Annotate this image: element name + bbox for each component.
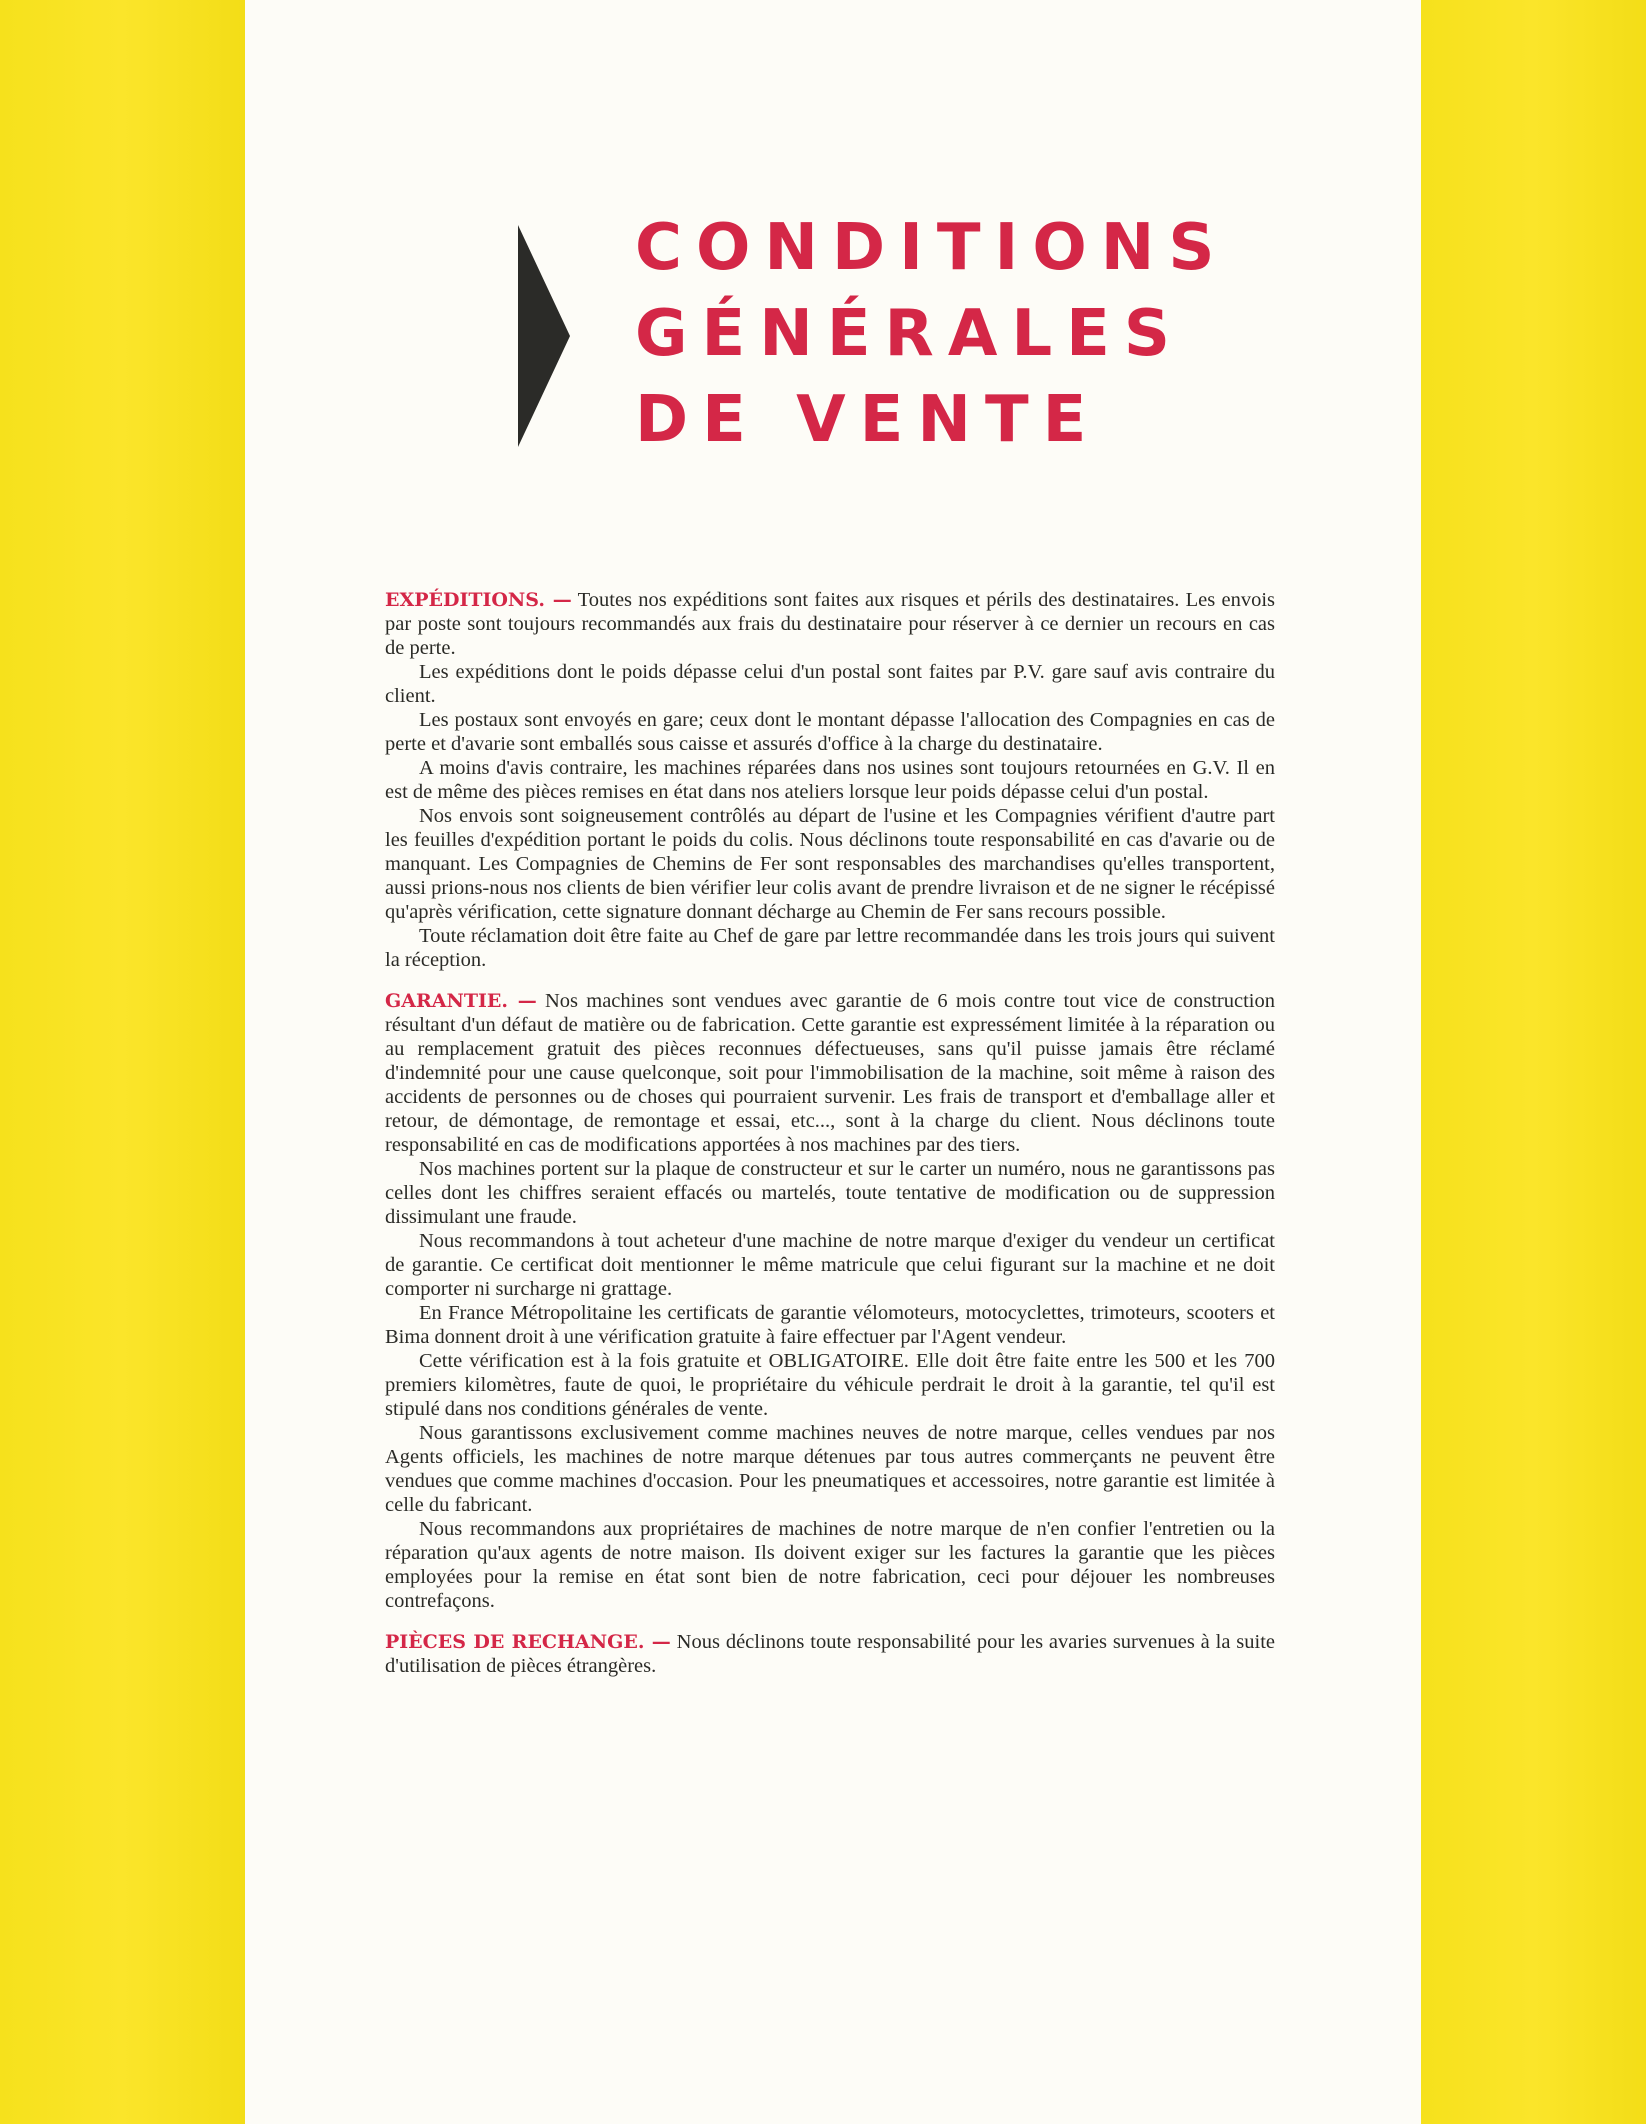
section-heading-garantie: GARANTIE. — (385, 990, 537, 1012)
section-expeditions (385, 588, 1275, 972)
section-pieces-de-rechange (385, 1630, 1275, 1678)
paragraph: Nos envois sont soigneusement contrôlés au départ de l'usine et les Compagnies vérifient d'autre part les feuilles d'expédition portant le poids du colis. Nous déclinons toute responsabilité en cas d'avarie ou de manquant. Les Compagnies de Chemins de Fer sont responsables des marchandises qu'elles transportent, aussi prions-nous nos clients de bien vérifier leur colis avant de prendre livraison et de ne signer le récépissé qu'après vérification, cette signature donnant décharge au Chemin de Fer sans recours possible. (385, 805, 1275, 923)
paragraph: En France Métropolitaine les certificats de garantie vélomoteurs, motocyclettes, trimoteurs, scooters et Bima donnent droit à une vérification gratuite à faire effectuer par l'Agent vendeur. (385, 1302, 1275, 1348)
paragraph-text: Nos machines sont vendues avec garantie de 6 mois contre tout vice de construction résultant d'un défaut de matière ou de fabrication. Cette garantie est expressément limitée à la réparation ou au remplacement gratuit des pièces reconnues défectueuses, sans qu'il puisse jamais être réclamé d'indemnité pour une cause quelconque, soit pour l'immobilisation de la machine, soit même à raison des accidents de personnes ou de choses qui pourraient survenir. Les frais de transport et d'emballage aller et retour, de démontage, de remontage et essai, etc..., sont à la charge du client. Nous déclinons toute responsabilité en cas de modifications apportées à nos machines par des tiers. (385, 990, 1275, 1156)
paragraph: Nous recommandons à tout acheteur d'une machine de notre marque d'exiger du vendeur un certificat de garantie. Ce certificat doit mentionner le même matricule que celui figurant sur la machine et ne doit comporter ni surcharge ni grattage. (385, 1230, 1275, 1300)
paragraph: Les expéditions dont le poids dépasse celui d'un postal sont faites par P.V. gare sauf avis contraire du client. (385, 661, 1275, 707)
title-line-2: GÉNÉRALES (635, 297, 1184, 371)
paragraph: Nous garantissons exclusivement comme machines neuves de notre marque, celles vendues par nos Agents officiels, les machines de notre marque détenues par tous autres commerçants ne peuvent être vendues que comme machines d'occasion. Pour les pneumatiques et accessoires, notre garantie est limitée à celle du fabricant. (385, 1422, 1275, 1516)
paragraph-text: Nous déclinons toute responsabilité pour les avaries survenues à la suite d'utilisation de pièces étrangères. (385, 1631, 1276, 1677)
title-line-3: DE VENTE (635, 383, 1101, 457)
left-yellow-band (0, 0, 245, 2124)
paragraph (385, 1630, 1275, 1678)
page-title (635, 205, 1235, 463)
paragraph: A moins d'avis contraire, les machines réparées dans nos usines sont toujours retournées en G.V. Il en est de même des pièces remises en état dans nos ateliers lorsque leur poids dépasse celui d'un postal. (385, 757, 1275, 803)
paragraph: Toute réclamation doit être faite au Chef de gare par lettre recommandée dans les trois jours qui suivent la réception. (385, 925, 1275, 971)
section-heading-pieces: PIÈCES DE RECHANGE. — (385, 1631, 671, 1653)
conditions-body (385, 588, 1275, 1678)
paragraph-text: Toutes nos expéditions sont faites aux risques et périls des destinataires. Les envois par poste sont toujours recommandés aux frais du destinataire pour réserver à ce dernier un recours en cas de perte. (385, 589, 1275, 659)
paragraph: Les postaux sont envoyés en gare; ceux dont le montant dépasse l'allocation des Compagnies en cas de perte et d'avarie sont emballés sous caisse et assurés d'office à la charge du destinataire. (385, 709, 1275, 755)
paragraph: Nos machines portent sur la plaque de constructeur et sur le carter un numéro, nous ne garantissons pas celles dont les chiffres seraient effacés ou martelés, toute tentative de modification ou de suppression dissimulant une fraude. (385, 1158, 1275, 1228)
paragraph (385, 588, 1275, 660)
arrow-triangle-icon (518, 225, 570, 447)
paragraph: Cette vérification est à la fois gratuite et OBLIGATOIRE. Elle doit être faite entre les 500 et les 700 premiers kilomètres, faute de quoi, le propriétaire du véhicule perdrait le droit à la garantie, tel qu'il est stipulé dans nos conditions générales de vente. (385, 1350, 1275, 1420)
section-heading-expeditions: EXPÉDITIONS. — (385, 589, 572, 611)
section-garantie (385, 989, 1275, 1613)
paragraph (385, 989, 1275, 1157)
title-line-1: CONDITIONS (635, 211, 1229, 285)
right-yellow-band (1421, 0, 1646, 2124)
paragraph: Nous recommandons aux propriétaires de machines de notre marque de n'en confier l'entretien ou la réparation qu'aux agents de notre maison. Ils doivent exiger sur les factures la garantie que les pièces employées pour la remise en état sont bien de notre fabrication, ceci pour déjouer les nombreuses contrefaçons. (385, 1518, 1275, 1612)
